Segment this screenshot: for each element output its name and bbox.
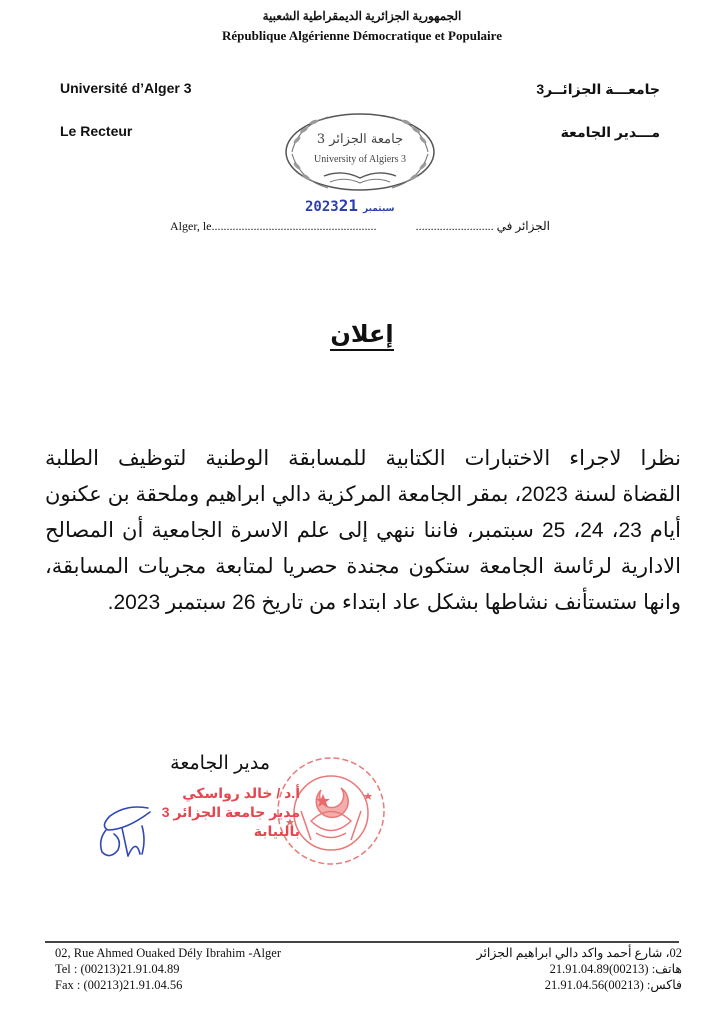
logo-text-english: University of Algiers 3: [314, 154, 406, 165]
footer-fax-arabic: فاكس: (00213)21.91.04.56: [544, 978, 682, 992]
date-stamp-month: سبتمبر: [362, 204, 395, 214]
body-line: أيام 23، 24، 25 سبتمبر، فاننا ننهي إلى علم الاسرة الجامعية أن المصالح: [45, 519, 681, 542]
body-line: نظرا لاجراء الاختبارات الكتابية للمسابقة الوطنية لتوظيف الطلبة: [45, 447, 681, 470]
footer-contact-french: [55, 945, 375, 993]
date-line: [170, 218, 550, 234]
footer-phone-arabic: هاتف: (00213)21.91.04.89: [549, 962, 682, 976]
footer-address-french: 02, Rue Ahmed Ouaked Dély Ibrahim -Alger: [55, 946, 281, 960]
university-name-french: Université d’Alger 3: [60, 80, 192, 96]
announcement-body: [45, 441, 681, 621]
footer-divider: [45, 941, 679, 943]
signatory-name: أ.د / خالد رواسكي: [182, 785, 300, 801]
footer-contact-arabic: [440, 945, 682, 993]
announcement-title: [0, 320, 724, 350]
date-stamp: [305, 197, 400, 215]
signatory-position: مدير جامعة الجزائر 3: [161, 804, 300, 820]
university-logo: [282, 110, 438, 196]
footer-fax-french: Fax : (00213)21.91.04.56: [55, 978, 183, 992]
date-label-french: Alger, le.......................................................: [170, 219, 377, 233]
republic-name-arabic: الجمهورية الجزائرية الديمقراطية الشعبية: [262, 9, 462, 23]
body-line: القضاة لسنة 2023، بمقر الجامعة المركزية دالي ابراهيم وملحقة بن عكنون: [45, 483, 681, 506]
announcement-title-text: إعلان: [330, 321, 393, 351]
body-line: وانها ستستأنف نشاطها بشكل عاد ابتداء من تاريخ 26 سبتمبر 2023.: [107, 591, 681, 614]
rector-title-arabic: مـــدير الجامعة: [560, 124, 660, 140]
body-line: الادارية لرئاسة الجامعة ستكون مجندة حصريا لمتابعة مجريات المسابقة،: [45, 555, 681, 578]
signatory-title: مدير الجامعة: [170, 753, 270, 774]
signatory-interim: بالنيابة: [253, 823, 300, 839]
logo-text-arabic: جامعة الجزائر 3: [316, 132, 404, 147]
footer-address-arabic: 02، شارع أحمد واكد دالي ابراهيم الجزائر: [476, 946, 682, 960]
footer-phone-french: Tel : (00213)21.91.04.89: [55, 962, 180, 976]
date-stamp-day: 21: [338, 196, 358, 215]
republic-name-french: République Algérienne Démocratique et Populaire: [222, 28, 502, 43]
date-stamp-year: 2023: [305, 199, 339, 215]
rector-title-french: Le Recteur: [60, 123, 133, 139]
handwritten-signature: [96, 800, 154, 862]
signatory-stamp: [150, 784, 300, 841]
date-label-arabic: الجزائر في ..........................: [415, 219, 550, 233]
university-name-arabic: جامعـــة الجزائــر3: [536, 81, 660, 97]
